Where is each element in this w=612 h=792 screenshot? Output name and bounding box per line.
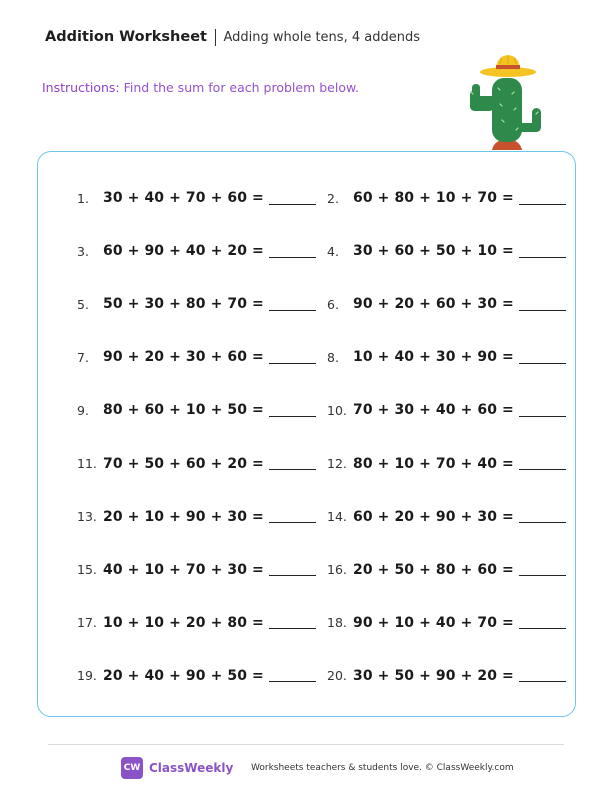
answer-blank[interactable] [519, 563, 566, 576]
problem-item [77, 347, 316, 367]
problem-expression: 60 + 20 + 90 + 30 = [353, 508, 514, 525]
instructions-text: Find the sum for each problem below. [123, 80, 360, 95]
problem-number: 10. [327, 402, 347, 418]
problem-item [327, 347, 566, 367]
answer-blank[interactable] [519, 616, 566, 629]
problem-item [327, 400, 566, 420]
instructions [42, 80, 359, 95]
title-separator [215, 29, 217, 46]
problem-item [77, 560, 316, 580]
problem-item [77, 241, 316, 261]
problem-item [327, 560, 566, 580]
problem-number: 1. [77, 190, 89, 206]
problem-number: 8. [327, 349, 339, 365]
problem-expression: 50 + 30 + 80 + 70 = [103, 296, 264, 313]
answer-blank[interactable] [269, 298, 316, 311]
worksheet-subtitle: Adding whole tens, 4 addends [223, 29, 420, 45]
problem-expression: 80 + 10 + 70 + 40 = [353, 455, 514, 472]
footer-tagline: Worksheets teachers & students love. © ClassWeekly.com [251, 763, 514, 773]
problem-number: 3. [77, 243, 89, 259]
brand-name: ClassWeekly [149, 761, 234, 775]
problem-number: 19. [77, 668, 97, 684]
problem-item [77, 400, 316, 420]
problem-expression: 60 + 80 + 10 + 70 = [353, 190, 514, 206]
answer-blank[interactable] [269, 192, 316, 205]
problem-expression: 20 + 50 + 80 + 60 = [353, 561, 514, 578]
answer-blank[interactable] [519, 351, 566, 364]
answer-blank[interactable] [269, 404, 316, 417]
answer-blank[interactable] [269, 616, 316, 629]
problem-expression: 30 + 60 + 50 + 10 = [353, 243, 514, 260]
problem-item [327, 613, 566, 633]
problem-item [327, 294, 566, 314]
classweekly-logo-icon: CW [121, 757, 143, 779]
footer-divider [48, 744, 564, 745]
problem-number: 11. [77, 456, 97, 471]
answer-blank[interactable] [269, 510, 316, 523]
problem-item [327, 507, 566, 527]
problem-expression: 90 + 10 + 40 + 70 = [353, 614, 514, 631]
answer-blank[interactable] [519, 192, 566, 205]
problem-number: 18. [327, 615, 347, 631]
footer-brand [121, 757, 233, 779]
answer-blank[interactable] [519, 457, 566, 470]
answer-blank[interactable] [519, 510, 566, 523]
problem-item [77, 294, 316, 314]
problem-item [77, 188, 316, 208]
problem-expression: 10 + 10 + 20 + 80 = [103, 614, 264, 631]
problem-expression: 80 + 60 + 10 + 50 = [103, 402, 264, 419]
problem-item [327, 666, 566, 686]
answer-blank[interactable] [519, 669, 566, 682]
worksheet-header [45, 27, 420, 47]
cactus-illustration [462, 50, 552, 154]
answer-blank[interactable] [269, 457, 316, 470]
instructions-label: Instructions: [42, 80, 120, 95]
problem-expression: 90 + 20 + 30 + 60 = [103, 349, 264, 366]
worksheet-title: Addition Worksheet [45, 29, 207, 45]
problem-item [77, 666, 316, 686]
problem-expression: 20 + 40 + 90 + 50 = [103, 667, 264, 684]
problem-number: 20. [327, 668, 347, 684]
problem-number: 16. [327, 562, 347, 578]
problem-number: 13. [77, 509, 97, 525]
problem-number: 12. [327, 456, 347, 471]
problem-number: 5. [77, 296, 89, 312]
problem-expression: 70 + 30 + 40 + 60 = [353, 402, 514, 419]
problem-item [77, 454, 316, 474]
answer-blank[interactable] [519, 298, 566, 311]
problem-number: 15. [77, 562, 97, 578]
problem-number: 14. [327, 509, 347, 525]
problem-number: 9. [77, 402, 89, 418]
problem-expression: 40 + 10 + 70 + 30 = [103, 561, 264, 578]
answer-blank[interactable] [269, 245, 316, 258]
answer-blank[interactable] [269, 669, 316, 682]
answer-blank[interactable] [269, 351, 316, 364]
problem-number: 7. [77, 349, 89, 365]
problem-number: 17. [77, 615, 97, 631]
problem-item [77, 507, 316, 527]
problem-number: 4. [327, 243, 339, 259]
problem-number: 6. [327, 296, 339, 312]
answer-blank[interactable] [269, 563, 316, 576]
problem-expression: 10 + 40 + 30 + 90 = [353, 349, 514, 366]
problem-expression: 90 + 20 + 60 + 30 = [353, 296, 514, 313]
answer-blank[interactable] [519, 404, 566, 417]
problem-expression: 60 + 90 + 40 + 20 = [103, 243, 264, 260]
answer-blank[interactable] [519, 245, 566, 258]
problem-expression: 20 + 10 + 90 + 30 = [103, 508, 264, 525]
problem-expression: 30 + 40 + 70 + 60 = [103, 190, 264, 206]
problem-number: 2. [327, 190, 339, 206]
problem-item [77, 613, 316, 633]
problem-item [327, 188, 566, 208]
problem-expression: 30 + 50 + 90 + 20 = [353, 667, 514, 684]
problem-item [327, 454, 566, 474]
problem-expression: 70 + 50 + 60 + 20 = [103, 455, 264, 472]
problem-item [327, 241, 566, 261]
